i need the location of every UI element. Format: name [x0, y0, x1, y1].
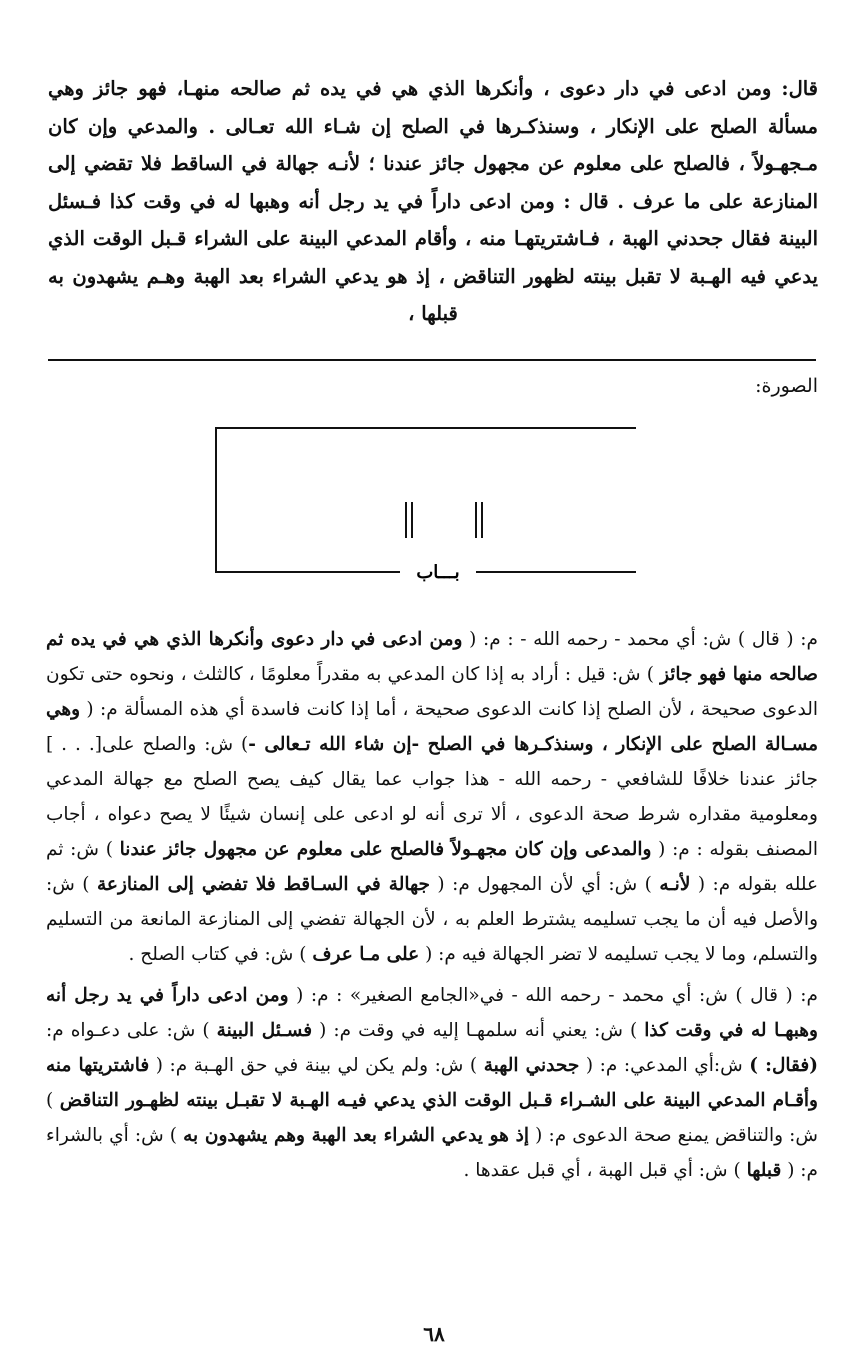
commentary-segment: ) ش: أي بالشراء م: (	[46, 1125, 818, 1181]
separator-rule	[48, 359, 816, 361]
commentary-segment: ) ش: والأصل فيه أن ما يجب تسليمه يشترط العلم به ، لأن الجهالة تفضي إلى المنازعة المانعة من التسليم والتسلم، وما لا يجب تسليمه لا تضر الجهالة فيه م: (	[46, 874, 818, 965]
commentary-segment: م: ( قال ) ش: أي محمد - رحمه الله - في«الجامع الصغير» : م: (	[288, 985, 818, 1006]
quoted-matn-segment: ومن ادعى في دار دعوى وأنكرها الذي هي في يده ثم صالحه منها فهو جائز	[46, 629, 818, 685]
quoted-matn-segment: جهالة في السـاقط فلا تفضي إلى المنازعة	[96, 874, 430, 895]
commentary-segment: ) ش: والصلح على[. . . ] جائز عندنا خلافًا للشافعي - رحمه الله - هذا جواب عما يقال كيف يصح الصلح مع جهالة المدعي ومعلومية مقداره شرط صحة الدعوى ، ألا ترى أنه لو ادعى على إنسان شيئًا لا يصح دعواه ، أجاب المصنف بقوله : م: (	[46, 734, 819, 860]
house-diagram	[200, 418, 660, 593]
commentary-paragraph-1	[46, 622, 818, 972]
quoted-matn-segment: قبلها	[746, 1160, 782, 1181]
commentary-segment: ) ش: في كتاب الصلح .	[128, 944, 313, 965]
commentary-segment: ) ش: يعني أنه سلمهـا إليه في وقت م: (	[312, 1020, 645, 1041]
commentary-segment: م: ( قال ) ش: أي محمد - رحمه الله - : م: (	[462, 629, 818, 650]
quoted-matn-segment: ومن ادعى داراً في يد رجل أنه وهبهـا له في وقت كذا	[46, 985, 818, 1041]
quoted-matn-segment: وهي مسـالة الصلح على الإنكار ، وسنذكـرها في الصلح -إن شاء الله تـعالى -	[46, 699, 819, 755]
quoted-matn-segment: فسـئل البينة	[216, 1020, 313, 1041]
door-label: بـــاب	[416, 562, 460, 583]
commentary-paragraph-2	[46, 978, 818, 1188]
commentary-segment: ) ش: أي قبل الهبة ، أي قبل عقدها .	[463, 1160, 747, 1181]
quoted-matn-segment: على مـا عرف	[312, 944, 420, 965]
page-number: ٦٨	[423, 1322, 445, 1346]
commentary-segment: ) ش: والتناقض يمنع صحة الدعوى م: (	[46, 1090, 819, 1146]
quoted-matn-segment: فاشتريتها منه وأقـام المدعي البينة على الشـراء قـبل الوقت الذي يدعي فيـه الهـبة لا تقبـل بينته لظهـور التناقض	[46, 1055, 818, 1111]
quoted-matn-segment: (فقال: )	[749, 1055, 818, 1076]
commentary-segment: ) ش: قيل : أراد به إذا كان المدعي به مقدراً معلومًا ، كالثلث ، ونحوه حتى تكون الدعوى صحيحة ، لأن الصلح إذا كانت الدعوى صحيحة ، أما إذا كانت فاسدة أي هذه المسألة م: (	[46, 664, 818, 720]
commentary-text	[46, 622, 818, 1188]
commentary-segment: ) ش: على دعـواه م:	[46, 1020, 217, 1041]
figure-label: الصورة:	[755, 375, 818, 397]
commentary-segment: ) ش: ولم يكن لي بينة في حق الهـبة م: (	[149, 1055, 484, 1076]
commentary-segment: ش:أي المدعي: م: (	[579, 1055, 750, 1076]
matn-text: قال: ومن ادعى في دار دعوى ، وأنكرها الذي هي في يده ثم صالحه منهـا، فهو جائز وهي مسألة الصلح على الإنكار ، وسنذكـرها في الصلح إن شـاء الله تعـالى . والمدعي وإن كان مـجهـولاً ، فالصلح على معلوم عن مجهول جائز عندنا ؛ لأنـه جهالة في الساقط فلا تقضي إلى المنازعة على ما عرف . قال : ومن ادعى داراً في يد رجل أنه وهبها له في وقت كذا فـسئل البينة فقال جحدني الهبة ، فـاشتريتهـا منه ، وأقام المدعي البينة على الشراء قـبل الوقت الذي يدعي فيه الهـبة لا تقبل بينته لظهور التناقض ، إذ هو يدعي الشراء بعد الهبة وهـم يشهدون به قبلها ،	[48, 77, 818, 325]
quoted-matn-segment: جحدني الهبة	[483, 1055, 580, 1076]
quoted-matn-segment: إذ هو يدعي الشراء بعد الهبة وهم يشهدون به	[183, 1125, 529, 1146]
quoted-matn-segment: لأنـه	[659, 874, 691, 895]
house-diagram-svg	[200, 418, 660, 593]
house-outline	[216, 428, 636, 572]
commentary-segment: ) ش: أي لأن المجهول م: (	[429, 874, 660, 895]
quoted-matn-segment: والمدعى وإن كان مجهـولاً فالصلح على معلوم عن مجهول جائز عندنا	[119, 839, 652, 860]
commentary-segment: ) ش: ثم علله بقوله م: (	[46, 839, 818, 895]
